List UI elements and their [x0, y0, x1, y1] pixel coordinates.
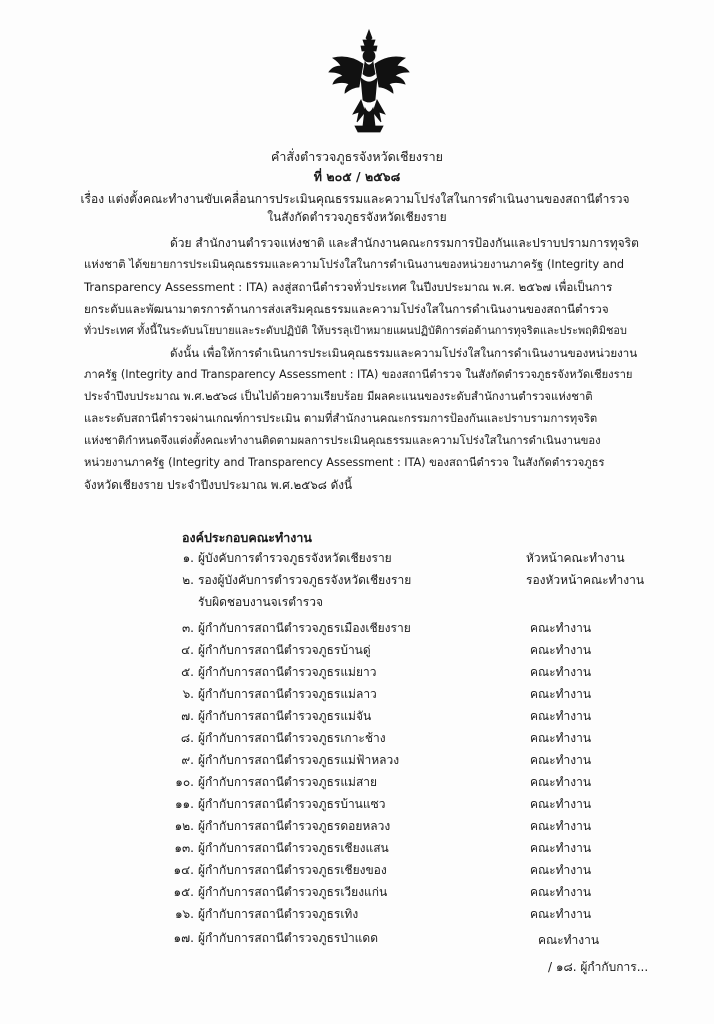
- member-number: ๑๖.: [174, 907, 194, 921]
- member-number: ๓.: [181, 621, 194, 635]
- continued-marker: / ๑๘. ผู้กำกับการ...: [548, 960, 649, 974]
- member-name: ผู้กำกับการสถานีตำรวจภูธรแม่ยาว: [198, 665, 377, 679]
- member-role: คณะทำงาน: [530, 841, 592, 855]
- paragraph-line: ด้วย สำนักงานตำรวจแห่งชาติ และสำนักงานคณะกรรมการป้องกันและปราบปรามการทุจริต: [170, 236, 639, 250]
- member-row: [168, 882, 528, 902]
- member-name: ผู้กำกับการสถานีตำรวจภูธรป่าแดด: [198, 931, 378, 945]
- member-number: ๗.: [181, 709, 194, 723]
- member-role: คณะทำงาน: [530, 665, 592, 679]
- member-number: ๔.: [181, 643, 194, 657]
- paragraph-line: ประจำปีงบประมาณ พ.ศ.๒๕๖๘ เป็นไปด้วยความเรียบร้อย มีผลคะแนนของระดับสำนักงานตำรวจแห่งชาติ: [84, 390, 593, 403]
- paragraph-line: ยกระดับและพัฒนามาตรการด้านการส่งเสริมคุณธรรมและความโปร่งใสในการดำเนินงานของสถานีตำรวจ: [84, 302, 609, 316]
- member-name: ผู้กำกับการสถานีตำรวจภูธรบ้านดู่: [198, 643, 371, 657]
- member-name: ผู้กำกับการสถานีตำรวจภูธรบ้านแซว: [198, 797, 386, 811]
- member-role: คณะทำงาน: [530, 797, 592, 811]
- paragraph-line: ทั่วประเทศ ทั้งนี้ในระดับนโยบายและระดับปฏิบัติ ให้บรรลุเป้าหมายแผนปฏิบัติการต่อต้านการทุจริตและประพฤติมิชอบ: [84, 324, 627, 337]
- member-name: ผู้กำกับการสถานีตำรวจภูธรเชียงของ: [198, 863, 387, 877]
- member-name: ผู้กำกับการสถานีตำรวจภูธรแม่ฟ้าหลวง: [198, 753, 400, 767]
- subject-line-1: เรื่อง แต่งตั้งคณะทำงานขับเคลื่อนการประเมินคุณธรรมและความโปร่งใสในการดำเนินงานของสถานีตำรวจ: [80, 192, 630, 206]
- member-name: ผู้กำกับการสถานีตำรวจภูธรแม่สาย: [198, 775, 378, 789]
- member-role: คณะทำงาน: [530, 643, 592, 657]
- member-number: ๘.: [180, 731, 194, 745]
- member-name: ผู้กำกับการสถานีตำรวจภูธรแม่จัน: [198, 709, 372, 723]
- member-name: รองผู้บังคับการตำรวจภูธรจังหวัดเชียงราย: [198, 573, 412, 587]
- member-row: [168, 860, 528, 880]
- paragraph-line: แห่งชาติ ได้ขยายการประเมินคุณธรรมและความโปร่งใสในการดำเนินงานของหน่วยงานภาครัฐ (Integrity and: [84, 258, 625, 271]
- member-number: ๑๒.: [174, 819, 194, 833]
- member-role: คณะทำงาน: [530, 753, 592, 767]
- member-name-line2: รับผิดชอบงานจเรตำรวจ: [198, 595, 323, 609]
- member-row: [168, 684, 528, 704]
- member-name: ผู้กำกับการสถานีตำรวจภูธรเทิง: [198, 907, 359, 921]
- paragraph-line: ภาครัฐ (Integrity and Transparency Assessment : ITA) ของสถานีตำรวจ ในสังกัดตำรวจภูธรจังหวัดเชียงราย: [84, 368, 633, 381]
- member-row: [168, 618, 528, 638]
- member-name: ผู้กำกับการสถานีตำรวจภูธรเชียงแสน: [198, 841, 389, 855]
- paragraph-1: [84, 232, 669, 342]
- member-role: คณะทำงาน: [530, 687, 592, 701]
- member-number: ๒.: [182, 573, 194, 587]
- garuda-emblem: [325, 28, 413, 134]
- member-role: คณะทำงาน: [530, 863, 592, 877]
- paragraph-line: หน่วยงานภาครัฐ (Integrity and Transparency Assessment : ITA) ของสถานีตำรวจ ในสังกัดตำรวจภูธร: [84, 456, 605, 469]
- member-row: [168, 570, 528, 590]
- member-role: คณะทำงาน: [530, 709, 592, 723]
- member-number: ๑๓.: [174, 841, 194, 855]
- member-number: ๖.: [182, 687, 194, 701]
- member-row: [168, 662, 528, 682]
- member-name: ผู้กำกับการสถานีตำรวจภูธรแม่ลาว: [198, 687, 377, 701]
- member-number: ๑๑.: [174, 797, 194, 811]
- member-role: คณะทำงาน: [530, 885, 592, 899]
- member-role: คณะทำงาน: [538, 933, 600, 947]
- paragraph-line: Transparency Assessment : ITA) ลงสู่สถานีตำรวจทั่วประเทศ ในปีงบประมาณ พ.ศ. ๒๕๖๗ เพื่อเป็นการ: [84, 280, 613, 294]
- member-row: [168, 838, 528, 858]
- paragraph-line: จังหวัดเชียงราย ประจำปีงบประมาณ พ.ศ.๒๕๖๘ ดังนี้: [84, 478, 353, 492]
- paragraph-line: และระดับสถานีตำรวจผ่านเกณฑ์การประเมิน ตามที่สำนักงานคณะกรรมการป้องกันและปราบรามการทุจริต: [84, 412, 598, 425]
- member-role: หัวหน้าคณะทำงาน: [526, 551, 625, 565]
- member-row: [168, 548, 528, 568]
- subject-line-2: ในสังกัดตำรวจภูธรจังหวัดเชียงราย: [267, 210, 447, 224]
- member-row: [168, 750, 528, 770]
- member-name: ผู้กำกับการสถานีตำรวจภูธรดอยหลวง: [198, 819, 391, 833]
- member-number: ๑๕.: [173, 885, 194, 899]
- order-number: ที่ ๒๐๕ / ๒๕๖๘: [313, 169, 401, 184]
- member-row: [168, 816, 528, 836]
- order-title: คำสั่งตำรวจภูธรจังหวัดเชียงราย: [271, 149, 443, 164]
- member-number: ๙.: [181, 753, 194, 767]
- paragraph-line: ดังนั้น เพื่อให้การดำเนินการประเมินคุณธรรมและความโปร่งใสในการดำเนินงานของหน่วยงาน: [170, 346, 638, 360]
- member-role: รองหัวหน้าคณะทำงาน: [526, 573, 645, 587]
- member-name: ผู้บังคับการตำรวจภูธรจังหวัดเชียงราย: [198, 551, 392, 565]
- paragraph-line: แห่งชาติกำหนดจึงแต่งตั้งคณะทำงานติดตามผลการประเมินคุณธรรมและความโปร่งใสในการดำเนินงานของ: [84, 434, 601, 447]
- member-name: ผู้กำกับการสถานีตำรวจภูธรเมืองเชียงราย: [198, 621, 411, 635]
- member-row: [168, 640, 528, 660]
- member-role: คณะทำงาน: [530, 621, 592, 635]
- member-role: คณะทำงาน: [530, 731, 592, 745]
- member-row-continued: [168, 592, 528, 612]
- member-number: ๑.: [182, 551, 194, 565]
- member-role: คณะทำงาน: [530, 819, 592, 833]
- member-row: [168, 904, 528, 924]
- member-row: [168, 706, 528, 726]
- member-role: คณะทำงาน: [530, 775, 592, 789]
- member-name: ผู้กำกับการสถานีตำรวจภูธรเวียงแก่น: [198, 885, 388, 899]
- member-row: [168, 728, 528, 748]
- member-number: ๕.: [181, 665, 194, 679]
- member-row: [168, 794, 528, 814]
- member-name: ผู้กำกับการสถานีตำรวจภูธรเกาะช้าง: [198, 731, 386, 745]
- member-row: [168, 928, 528, 948]
- committee-heading: องค์ประกอบคณะทำงาน: [182, 530, 312, 545]
- member-number: ๑๐.: [175, 775, 194, 789]
- member-number: ๑๔.: [173, 863, 194, 877]
- paragraph-2: [84, 342, 669, 496]
- member-number: ๑๗.: [173, 931, 194, 945]
- member-role: คณะทำงาน: [530, 907, 592, 921]
- member-row: [168, 772, 528, 792]
